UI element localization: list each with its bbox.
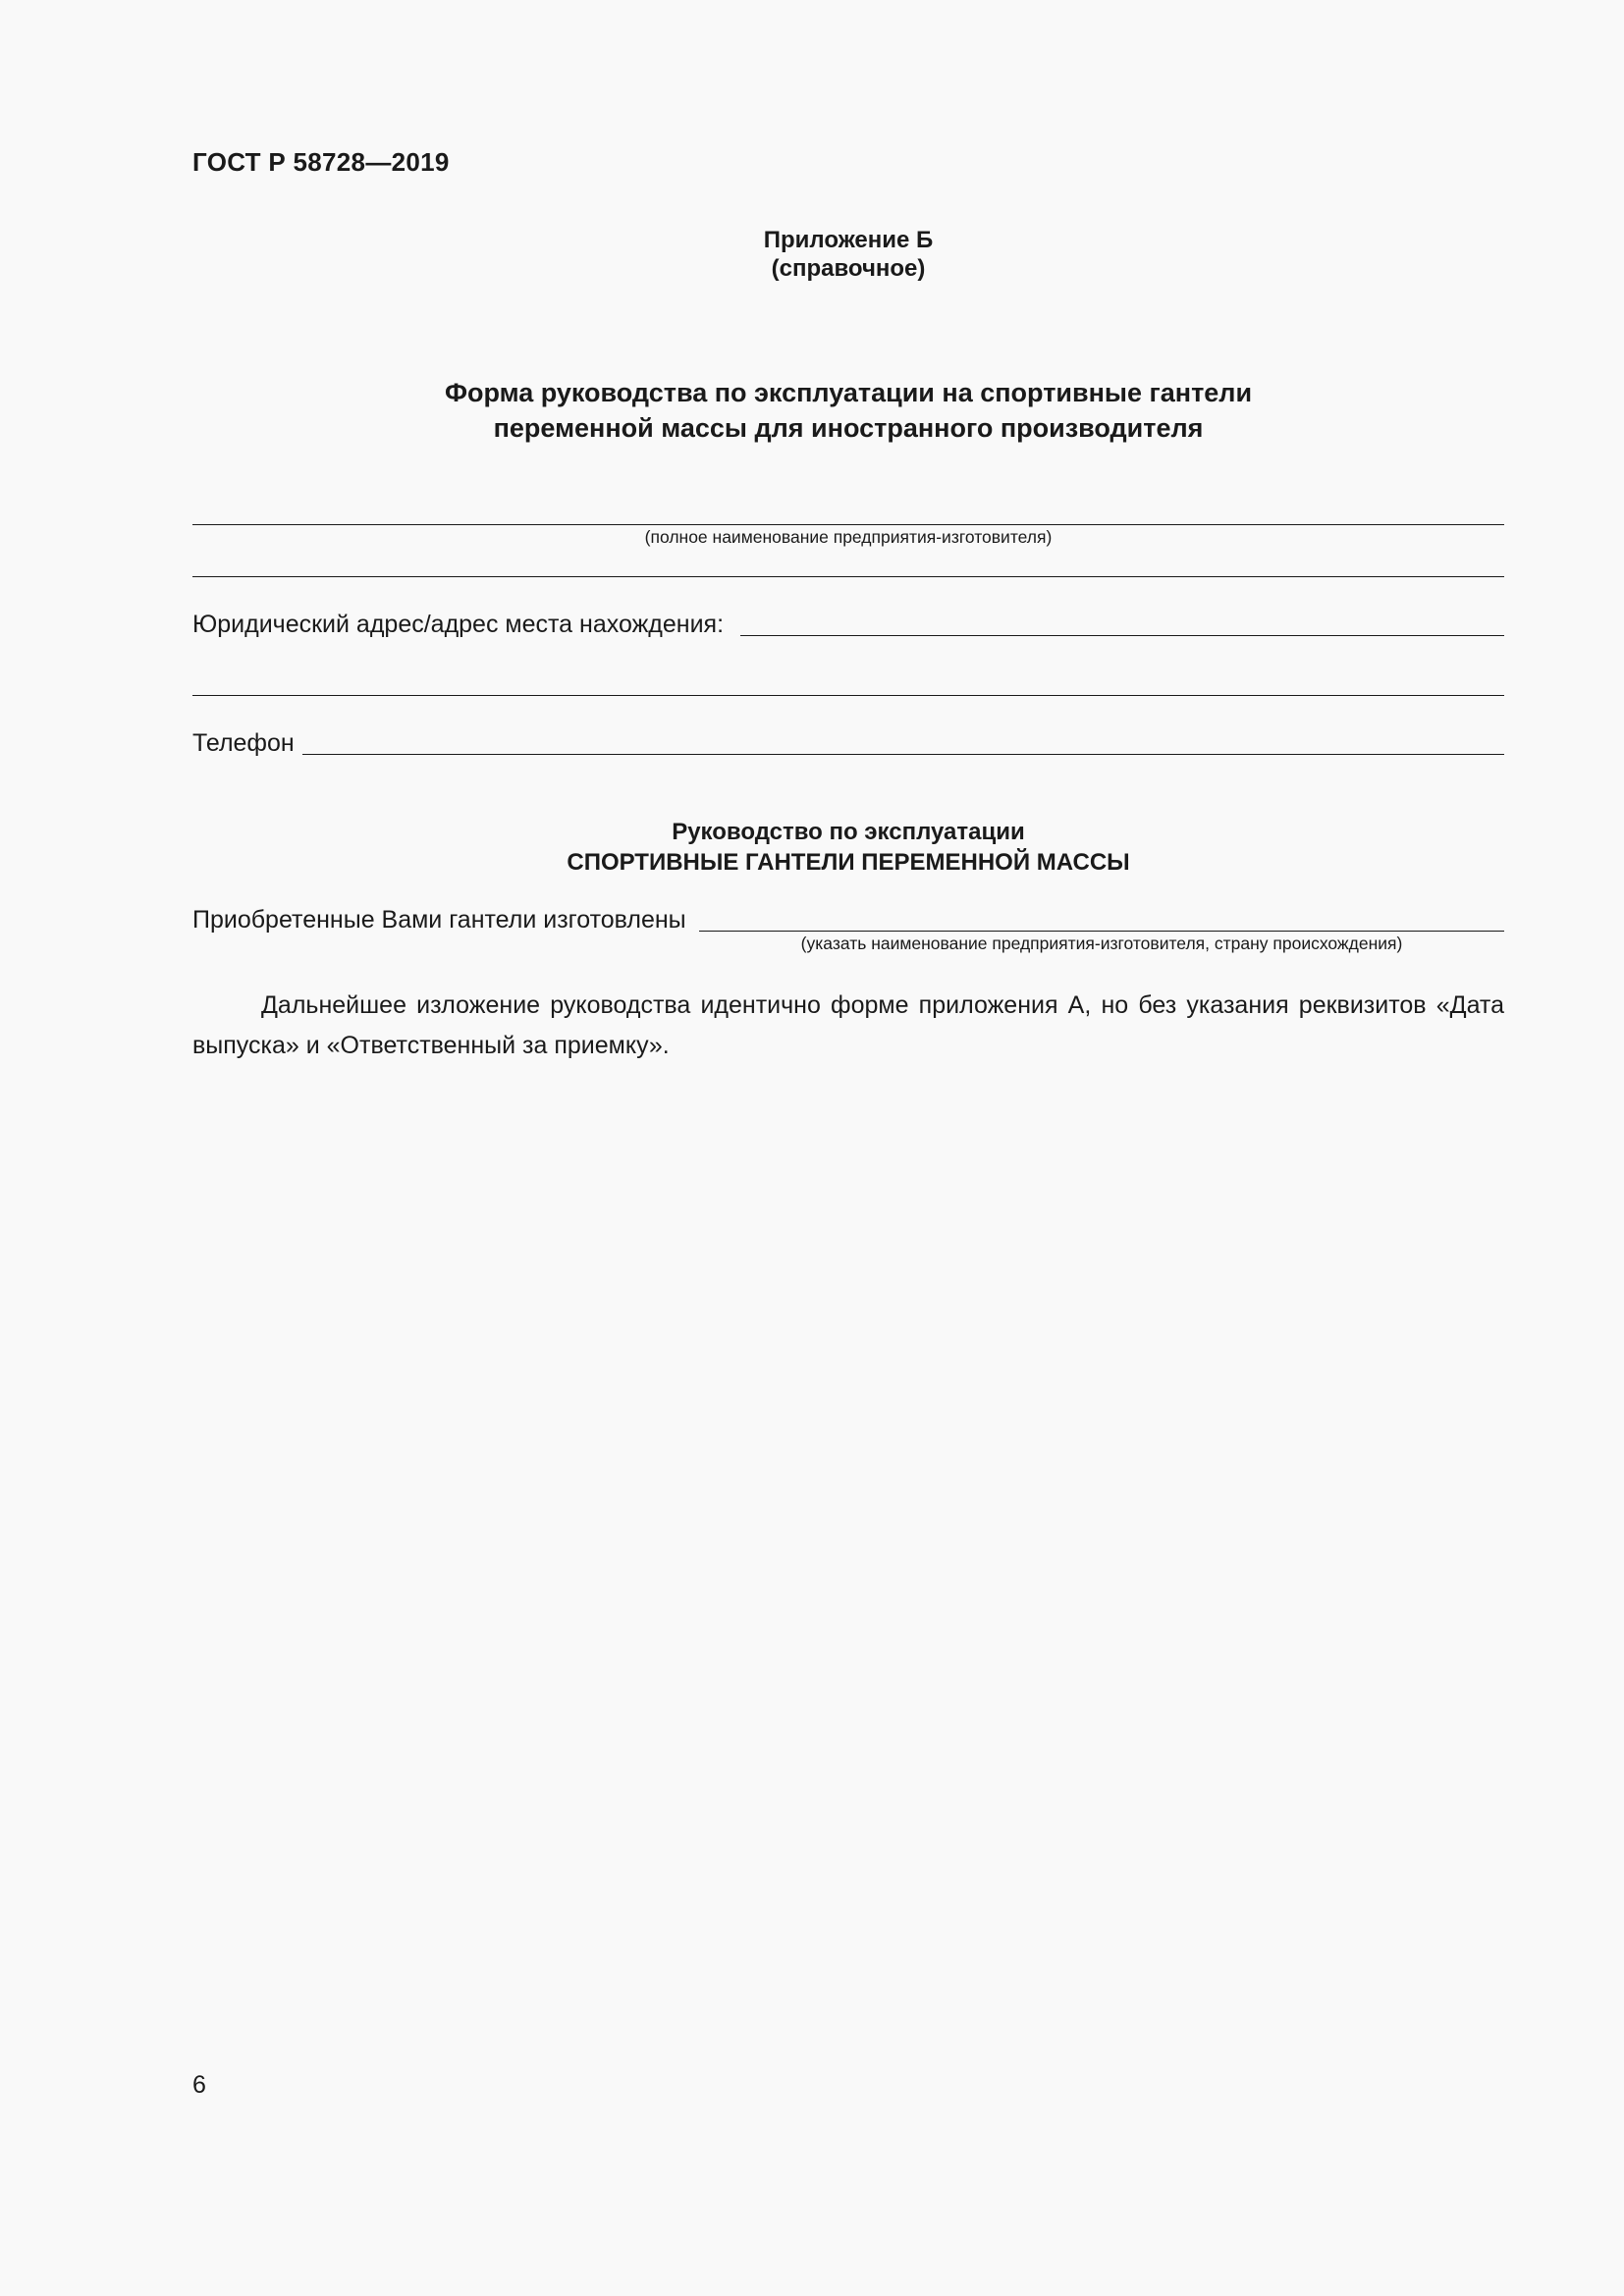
- form-title: [192, 375, 1504, 446]
- appendix-heading: [192, 226, 1504, 283]
- manufacturer-name-line: [192, 524, 1504, 525]
- made-by-caption: (указать наименование предприятия-изготовителя, страну происхождения): [800, 934, 1403, 953]
- made-by-label: Приобретенные Вами гантели изготовлены: [192, 906, 686, 934]
- made-by-line: [699, 931, 1504, 932]
- form-title-line-2: переменной массы для иностранного производителя: [493, 413, 1204, 443]
- phone-label: Телефон: [192, 729, 295, 757]
- phone-line: [302, 754, 1504, 755]
- manual-title-line-1: Руководство по эксплуатации: [672, 819, 1025, 845]
- manual-title: [192, 817, 1504, 878]
- address-line-2: [192, 695, 1504, 696]
- address-line: [740, 635, 1504, 636]
- manual-title-line-2: СПОРТИВНЫЕ ГАНТЕЛИ ПЕРЕМЕННОЙ МАССЫ: [567, 849, 1130, 876]
- form-title-line-1: Форма руководства по эксплуатации на спортивные гантели: [444, 378, 1253, 407]
- standard-code: ГОСТ Р 58728—2019: [192, 147, 450, 177]
- manufacturer-name-line-2: [192, 576, 1504, 577]
- address-label: Юридический адрес/адрес места нахождения:: [192, 611, 725, 638]
- body-paragraph: Дальнейшее изложение руководства идентично форме приложения А, но без указания реквизитов «Дата выпуска» и «Ответственный за приемку».: [192, 991, 1504, 1059]
- appendix-type: (справочное): [771, 255, 926, 282]
- appendix-title: Приложение Б: [763, 227, 934, 253]
- page-number: 6: [192, 2071, 206, 2099]
- manufacturer-name-caption: (полное наименование предприятия-изготовителя): [644, 527, 1053, 547]
